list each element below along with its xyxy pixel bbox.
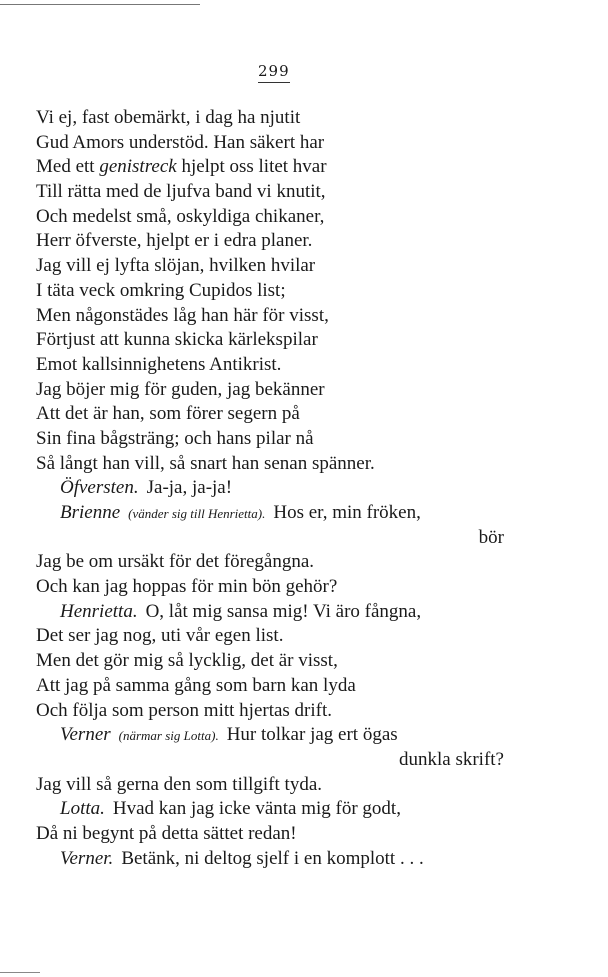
verse-line-text: hjelpt oss litet hvar: [176, 156, 327, 178]
speech-continuation: dunkla skrift?: [398, 748, 504, 770]
italic-word: genistreck: [99, 156, 177, 178]
verse-line: Att jag på samma gång som barn kan lyda: [36, 674, 356, 696]
verse-line: Sin fina bågsträng; och hans pilar nå: [36, 427, 314, 449]
speech-continuation: bör: [478, 526, 504, 548]
speech-text: Betänk, ni deltog sjelf i en komplott . . .: [121, 847, 424, 869]
verse-line: Och följa som person mitt hjertas drift.: [36, 699, 333, 721]
page-number: 299: [258, 62, 290, 83]
verse-text: [36, 106, 516, 871]
verse-line: Att det är han, som förer segern på: [36, 403, 300, 425]
verse-line: Och medelst små, oskyldiga chikaner,: [36, 205, 325, 227]
verse-line: Jag be om ursäkt för det föregångna.: [36, 551, 315, 573]
verse-line: Jag vill så gerna den som tillgift tyda.: [36, 773, 323, 795]
verse-line: Herr öfverste, hjelpt er i edra planer.: [36, 230, 313, 252]
speech-text: Hur tolkar jag ert ögas: [226, 724, 398, 746]
verse-line: Jag böjer mig för guden, jag bekänner: [36, 378, 325, 400]
speech-henrietta: [36, 600, 516, 625]
verse-line: Jag vill ej lyfta slöjan, hvilken hvilar: [36, 255, 316, 277]
speech-brienne: [36, 501, 516, 526]
verse-line: Till rätta med de ljufva band vi knutit,: [36, 181, 326, 203]
speech-verner: [36, 723, 516, 748]
speech-text: Hvad kan jag icke vänta mig för godt,: [112, 798, 401, 820]
verse-line: I täta veck omkring Cupidos list;: [36, 279, 286, 301]
speech-lotta: [36, 797, 516, 822]
top-rule: [0, 4, 200, 5]
verse-line: Förtjust att kunna skicka kärlekspilar: [36, 329, 318, 351]
verse-line: Och kan jag hoppas för min bön gehör?: [36, 576, 338, 598]
speaker-name: Öfversten.: [60, 477, 139, 499]
verse-line-text: Med ett: [36, 156, 100, 178]
speaker-name: Lotta.: [60, 798, 105, 820]
stage-direction: (närmar sig Lotta).: [118, 728, 219, 744]
speech-ofversten: [36, 476, 516, 501]
verse-line: Vi ej, fast obemärkt, i dag ha njutit: [36, 107, 301, 128]
verse-line: Så långt han vill, så snart han senan spänner.: [36, 452, 375, 474]
stage-direction: (vänder sig till Henrietta).: [128, 506, 266, 521]
verse-line: Men det gör mig så lycklig, det är visst,: [36, 650, 338, 672]
speaker-name: Henrietta.: [60, 600, 138, 622]
verse-line: Då ni begynt på detta sättet redan!: [36, 822, 297, 844]
speaker-name: Verner: [60, 724, 111, 746]
speaker-name: Brienne: [60, 502, 121, 523]
verse-line: Men någonstädes låg han här för visst,: [36, 304, 329, 326]
verse-line: Gud Amors understöd. Han säkert har: [36, 131, 325, 153]
verse-line: Det ser jag nog, uti vår egen list.: [36, 625, 284, 647]
speech-text: Hos er, min fröken,: [273, 502, 421, 523]
speech-text: O, låt mig sansa mig! Vi äro fångna,: [145, 600, 422, 622]
speech-verner: [36, 847, 516, 872]
speaker-name: Verner.: [60, 847, 114, 869]
speech-text: Ja-ja, ja-ja!: [146, 477, 233, 499]
verse-line: Emot kallsinnighetens Antikrist.: [36, 353, 282, 375]
bottom-rule: [0, 972, 40, 973]
verse-line: [36, 155, 516, 180]
